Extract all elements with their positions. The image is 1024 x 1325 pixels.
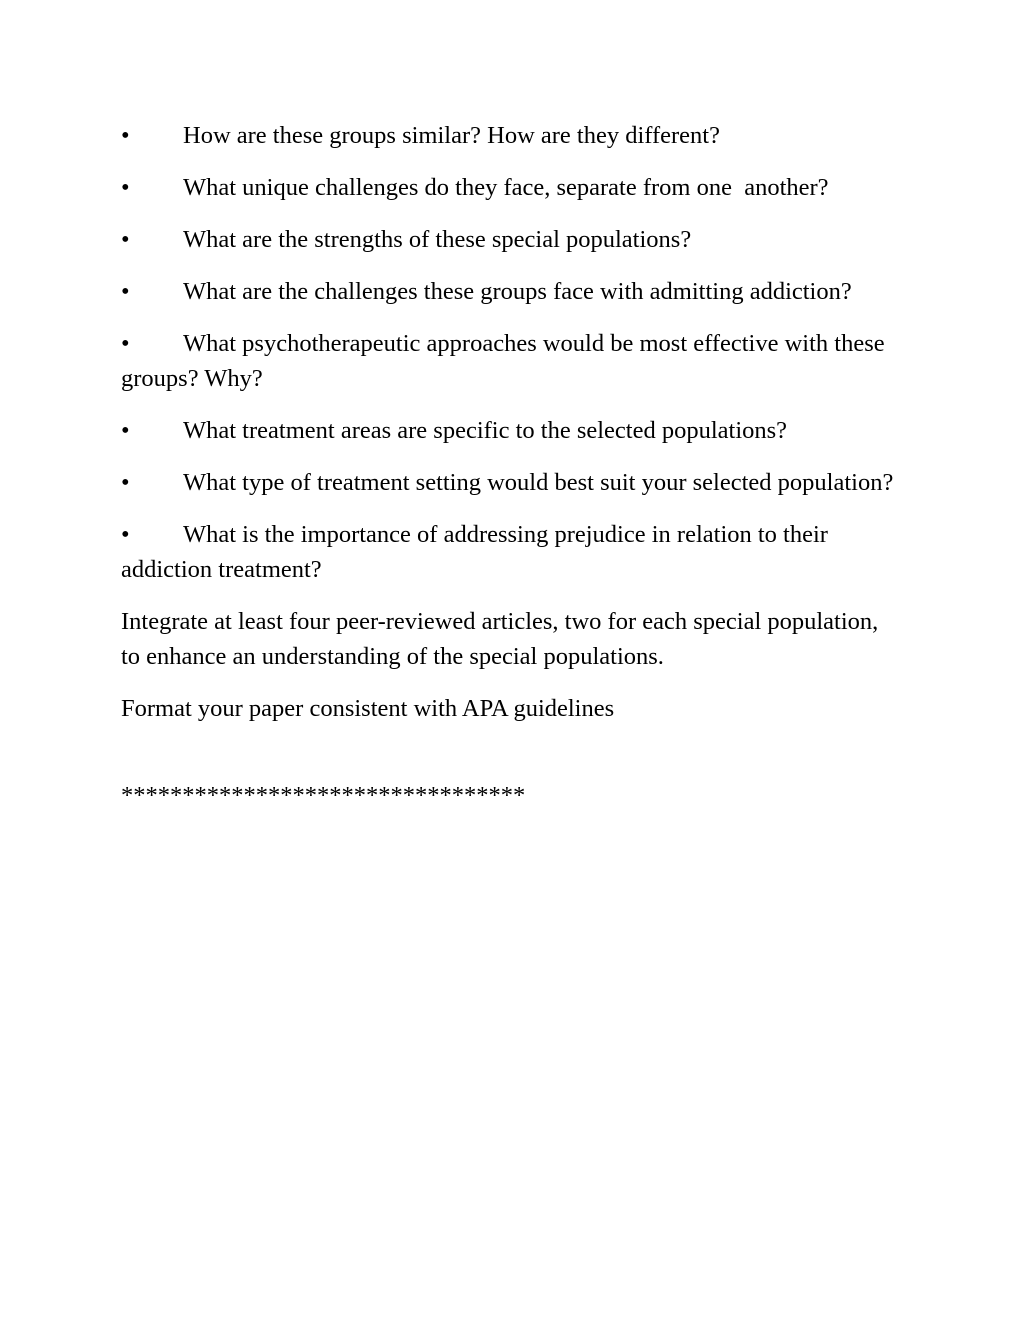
list-item bbox=[121, 413, 901, 448]
list-item bbox=[121, 517, 901, 587]
bullet-glyph: • bbox=[121, 469, 130, 496]
list-item bbox=[121, 222, 901, 257]
list-item bbox=[121, 118, 901, 153]
list-item-text: What type of treatment setting would best suit your selected population? bbox=[183, 469, 894, 496]
list-item-text: What are the challenges these groups face with admitting addiction? bbox=[183, 278, 852, 305]
format-paragraph: Format your paper consistent with APA guidelines bbox=[121, 695, 615, 722]
list-item bbox=[121, 465, 901, 500]
integrate-paragraph: Integrate at least four peer-reviewed articles, two for each special population, to enhance an understanding of the special populations. bbox=[121, 608, 885, 670]
list-item-text: What are the strengths of these special populations? bbox=[183, 226, 692, 253]
bullet-glyph: • bbox=[121, 417, 130, 444]
list-item bbox=[121, 326, 901, 396]
separator-line: ********************************* bbox=[121, 782, 526, 809]
list-item-text: What psychotherapeutic approaches would be most effective with these groups? Why? bbox=[121, 330, 885, 392]
bullet-glyph: • bbox=[121, 521, 130, 548]
document-page bbox=[121, 118, 901, 830]
bullet-glyph: • bbox=[121, 226, 130, 253]
list-item-text: What is the importance of addressing prejudice in relation to their addiction treatment? bbox=[121, 521, 828, 583]
bullet-glyph: • bbox=[121, 330, 130, 357]
list-item-text: How are these groups similar? How are they different? bbox=[183, 122, 720, 149]
bullet-glyph: • bbox=[121, 122, 130, 149]
bullet-glyph: • bbox=[121, 278, 130, 305]
list-item-text: What treatment areas are specific to the selected populations? bbox=[183, 417, 788, 444]
bullet-glyph: • bbox=[121, 174, 130, 201]
list-item-text: What unique challenges do they face, separate from one another? bbox=[183, 174, 829, 201]
list-item bbox=[121, 274, 901, 309]
list-item bbox=[121, 170, 901, 205]
